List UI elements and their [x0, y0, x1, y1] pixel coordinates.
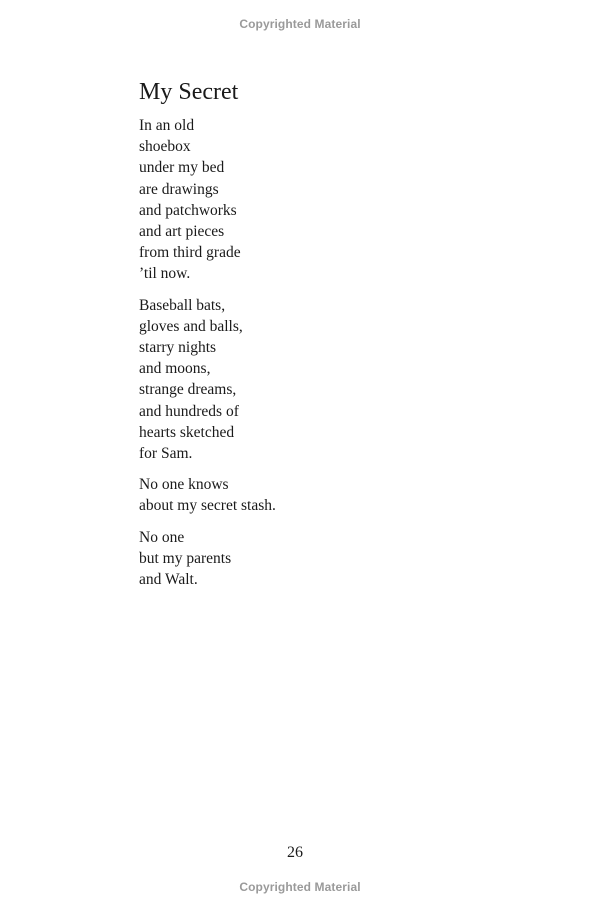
poem-line: for Sam.: [139, 445, 193, 463]
poem-line: hearts sketched: [139, 423, 235, 441]
copyright-watermark-top: Copyrighted Material: [239, 17, 361, 31]
poem-line: starry nights: [139, 339, 217, 357]
stanza-4: [139, 527, 539, 591]
poem-line: and moons,: [139, 360, 211, 378]
stanza-2: [139, 295, 539, 465]
poem-line: gloves and balls,: [139, 317, 243, 335]
poem: [139, 76, 539, 600]
copyright-watermark-bottom: Copyrighted Material: [239, 880, 361, 894]
poem-line: shoebox: [139, 138, 191, 156]
stanza-1: [139, 115, 539, 285]
poem-line: about my secret stash.: [139, 497, 276, 515]
poem-line: are drawings: [139, 180, 219, 198]
poem-line: and Walt.: [139, 571, 198, 589]
poem-line: No one: [139, 528, 185, 546]
poem-line: and art pieces: [139, 223, 225, 241]
poem-line: No one knows: [139, 476, 229, 494]
poem-line: and hundreds of: [139, 402, 239, 420]
poem-line: and patchworks: [139, 201, 237, 219]
poem-line: ’til now.: [139, 265, 191, 283]
poem-line: strange dreams,: [139, 381, 237, 399]
poem-title: My Secret: [139, 79, 239, 105]
poem-line: from third grade: [139, 244, 241, 262]
stanza-3: [139, 474, 539, 516]
poem-line: but my parents: [139, 549, 232, 567]
poem-line: In an old: [139, 117, 195, 134]
page-number: 26: [287, 844, 303, 861]
poem-line: Baseball bats,: [139, 296, 226, 314]
poem-line: under my bed: [139, 159, 225, 177]
